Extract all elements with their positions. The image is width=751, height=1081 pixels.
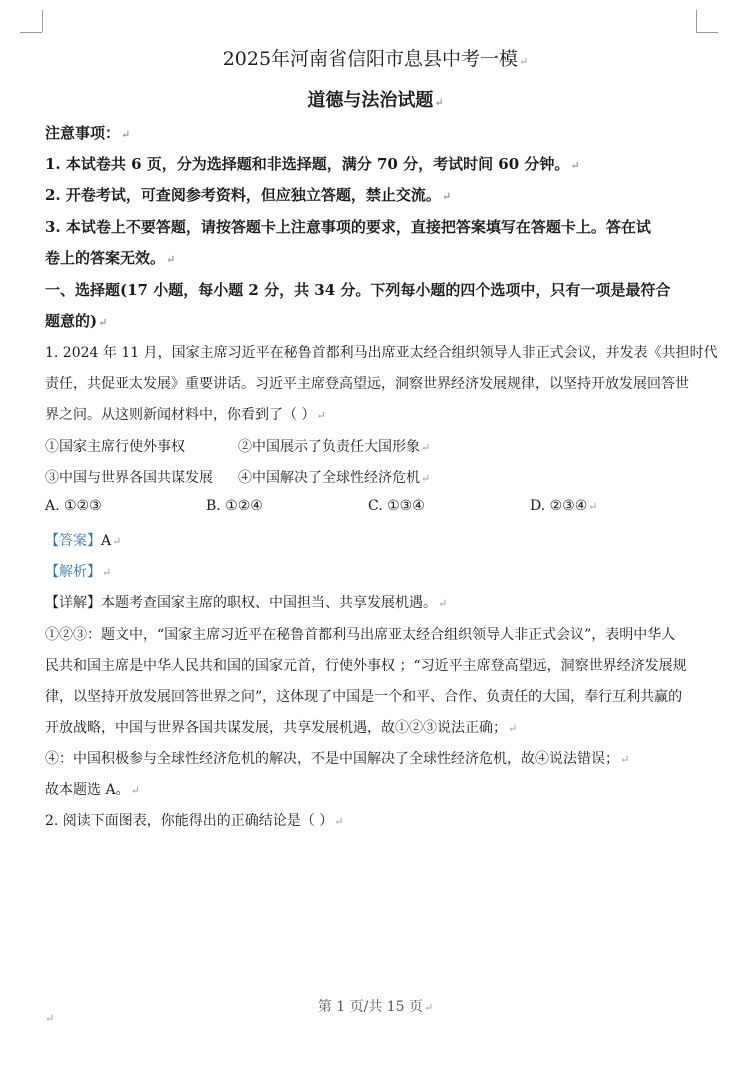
notice-heading-text: 注意事项： (45, 124, 121, 142)
q1-explanation-line5 (45, 748, 629, 768)
q1-statement-1 (45, 436, 185, 456)
question-text: 2. 阅读下面图表，你能得出的正确结论是（ ） (45, 813, 334, 829)
paragraph-mark: ↵ (519, 55, 529, 68)
detail-text: 本题考查国家主席的职权、中国担当、共享发展机遇。 (101, 595, 437, 611)
option-text: C. ①③④ (368, 498, 425, 514)
explanation-text: 律，以坚持开放发展回答世界之问”，这体现了中国是一个和平、合作、负责任的大国，奉行互利共赢的 (45, 689, 683, 705)
explanation-text: 开放战略，中国与世界各国共谋发展，共享发展机遇，故①②③说法正确； (45, 720, 507, 736)
paragraph-mark: ↵ (121, 128, 131, 141)
q1-statement-4 (238, 467, 430, 487)
paragraph-mark: ↵ (421, 472, 431, 485)
q2-stem (45, 810, 343, 830)
notice-item-text: 3. 本试卷上不要答题，请按答题卡上注意事项的要求，直接把答案填写在答题卡上。答在试 (45, 218, 651, 236)
crop-mark-top-right (696, 10, 697, 32)
page-number: 第 1 页/共 15 页 (317, 999, 424, 1015)
question-text: 责任，共促亚太发展》重要讲话。习近平主席登高望远，洞察世界经济发展规律，以坚持开放发展回答世 (45, 376, 689, 392)
paragraph-mark: ↵ (508, 722, 518, 735)
q1-option-a (45, 498, 102, 514)
q1-stem-line3 (45, 404, 326, 424)
statement-text: ①国家主席行使外事权 (45, 439, 185, 455)
q1-explanation-line1 (45, 624, 675, 644)
detail-tag: 【详解】 (45, 595, 101, 611)
option-text: B. ①②④ (206, 498, 263, 514)
q1-option-d (530, 498, 598, 514)
notice-item-text: 1. 本试卷共 6 页，分为选择题和非选择题，满分 70 分，考试时间 60 分钟。 (45, 155, 570, 173)
paragraph-mark: ↵ (98, 316, 108, 329)
explanation-text: ④：中国积极参与全球性经济危机的解决，不是中国解决了全球性经济危机，故④说法错误； (45, 751, 619, 767)
section-heading-text: 题意的) (45, 312, 98, 330)
paragraph-mark: ↵ (438, 597, 448, 610)
analysis-tag: 【解析】 (45, 564, 101, 580)
statement-text: ②中国展示了负责任大国形象 (238, 439, 420, 455)
question-text: 1. 2024 年 11 月，国家主席习近平在秘鲁首都利马出席亚太经合组织领导人非正式会议，并发表《共担时代 (45, 345, 718, 361)
document-subtitle (0, 86, 751, 112)
notice-item-3-line2 (45, 247, 175, 268)
paragraph-mark: ↵ (45, 1012, 55, 1025)
q1-explanation-line3 (45, 686, 682, 706)
q1-option-c (368, 498, 425, 514)
paragraph-mark: ↵ (102, 566, 112, 579)
paragraph-mark: ↵ (424, 1001, 434, 1014)
paragraph-mark: ↵ (421, 441, 431, 454)
notice-item-2 (45, 184, 451, 205)
q1-answer (45, 530, 121, 550)
paragraph-mark: ↵ (130, 784, 140, 797)
explanation-text: 民共和国主席是中华人民共和国的国家元首，行使外事权 ；“习近平主席登高望远，洞察世界经济发展规 (45, 658, 687, 674)
q1-detail (45, 592, 447, 612)
q1-analysis-tag (45, 561, 111, 581)
paragraph-mark: ↵ (588, 500, 598, 513)
title-text: 2025年河南省信阳市息县中考一模 (222, 48, 519, 70)
explanation-text: ①②③：题文中，“国家主席习近平在秘鲁首都利马出席亚太经合组织领导人非正式会议”，表明中华人 (45, 627, 676, 643)
answer-value: A (101, 533, 112, 549)
paragraph-mark: ↵ (334, 815, 344, 828)
page-footer (0, 996, 751, 1016)
section-heading-text: 一、选择题(17 小题，每小题 2 分，共 34 分。下列每小题的四个选项中，只有一项是最符合 (45, 281, 671, 299)
notice-heading (45, 122, 130, 143)
paragraph-mark: ↵ (166, 253, 176, 266)
statement-text: ④中国解决了全球性经济危机 (238, 470, 420, 486)
statement-text: ③中国与世界各国共谋发展 (45, 470, 213, 486)
q1-conclusion (45, 779, 140, 799)
paragraph-mark: ↵ (570, 159, 580, 172)
q1-explanation-line4 (45, 717, 517, 737)
option-text: D. ②③④ (530, 498, 588, 514)
q1-statement-2 (238, 436, 430, 456)
answer-tag: 【答案】 (45, 533, 101, 549)
paragraph-mark: ↵ (112, 535, 122, 548)
crop-mark-top-left (42, 10, 43, 32)
crop-mark-top-right (696, 32, 718, 33)
paragraph-mark: ↵ (441, 190, 452, 203)
question-text: 界之问。从这则新闻材料中，你看到了（ ） (45, 407, 316, 423)
option-text: A. ①②③ (45, 498, 102, 514)
document-title (0, 44, 751, 71)
notice-item-1 (45, 153, 580, 174)
paragraph-mark: ↵ (316, 409, 326, 422)
q1-stem-line2 (45, 373, 689, 393)
paragraph-mark: ↵ (434, 96, 444, 109)
q1-option-b (206, 498, 263, 514)
q1-explanation-line2 (45, 655, 687, 675)
notice-item-text: 2. 开卷考试，可查阅参考资料，但应独立答题，禁止交流。 (45, 186, 441, 204)
q1-statement-3 (45, 467, 213, 487)
notice-item-text: 卷上的答案无效。 (45, 249, 166, 267)
q1-stem-line1 (45, 342, 718, 362)
notice-item-3-line1 (45, 216, 651, 237)
crop-mark-top-left (20, 32, 42, 33)
section-heading-line2 (45, 310, 107, 331)
section-heading-line1 (45, 279, 670, 300)
paragraph-mark: ↵ (620, 753, 630, 766)
conclusion-text: 故本题选 A。 (45, 782, 130, 798)
subtitle-text: 道德与法治试题 (307, 90, 434, 111)
